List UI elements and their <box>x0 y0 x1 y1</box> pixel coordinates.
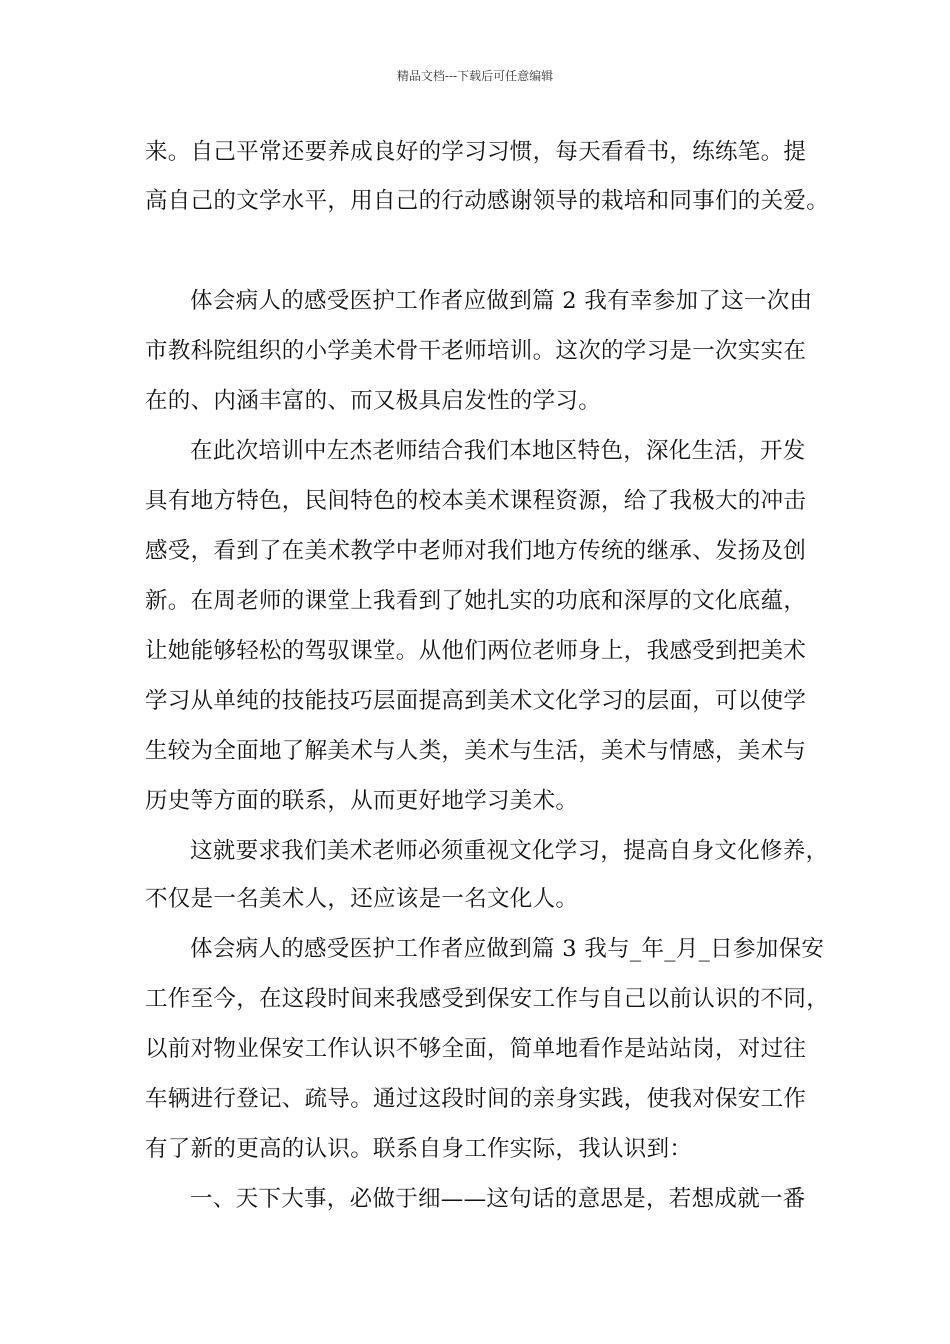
text-line: 车辆进行登记、疏导。通过这段时间的亲身实践，使我对保安工作 <box>145 1086 807 1112</box>
text-line: 不仅是一名美术人，还应该是一名文化人。 <box>145 886 579 912</box>
text-line: 高自己的文学水平，用自己的行动感谢领导的栽培和同事们的关爱。 <box>145 188 830 214</box>
text-line: 体会病人的感受医护工作者应做到篇 2 我有幸参加了这一次由 <box>190 288 813 314</box>
text-line: 有了新的更高的认识。联系自身工作实际，我认识到： <box>145 1136 693 1162</box>
text-line: 在的、内涵丰富的、而又极具启发性的学习。 <box>145 388 602 414</box>
text-line: 让她能够轻松的驾驭课堂。从他们两位老师身上，我感受到把美术 <box>145 638 807 664</box>
text-line: 生较为全面地了解美术与人类，美术与生活，美术与情感，美术与 <box>145 738 807 764</box>
text-line: 历史等方面的联系，从而更好地学习美术。 <box>145 788 579 814</box>
text-line: 在此次培训中左杰老师结合我们本地区特色，深化生活，开发 <box>190 438 806 464</box>
text-line: 来。自己平常还要养成良好的学习习惯，每天看看书，练练笔。提 <box>145 139 807 165</box>
text-line: 以前对物业保安工作认识不够全面，简单地看作是站站岗，对过往 <box>145 1036 807 1062</box>
text-line: 一、天下大事，必做于细——这句话的意思是，若想成就一番 <box>190 1186 806 1212</box>
page-header: 精品文档---下载后可任意编辑 <box>396 69 554 83</box>
text-line: 新。在周老师的课堂上我看到了她扎实的功底和深厚的文化底蕴， <box>145 588 807 614</box>
text-line: 学习从单纯的技能技巧层面提高到美术文化学习的层面，可以使学 <box>145 688 807 714</box>
text-line: 体会病人的感受医护工作者应做到篇 3 我与_年_月_日参加保安 <box>190 936 825 962</box>
text-line: 工作至今，在这段时间来我感受到保安工作与自己以前认识的不同， <box>145 986 830 1012</box>
text-line: 具有地方特色，民间特色的校本美术课程资源，给了我极大的冲击 <box>145 488 807 514</box>
text-line: 市教科院组织的小学美术骨干老师培训。这次的学习是一次实实在 <box>145 338 807 364</box>
text-line: 感受，看到了在美术教学中老师对我们地方传统的继承、发扬及创 <box>145 538 807 564</box>
text-line: 这就要求我们美术老师必须重视文化学习，提高自身文化修养， <box>190 838 829 864</box>
